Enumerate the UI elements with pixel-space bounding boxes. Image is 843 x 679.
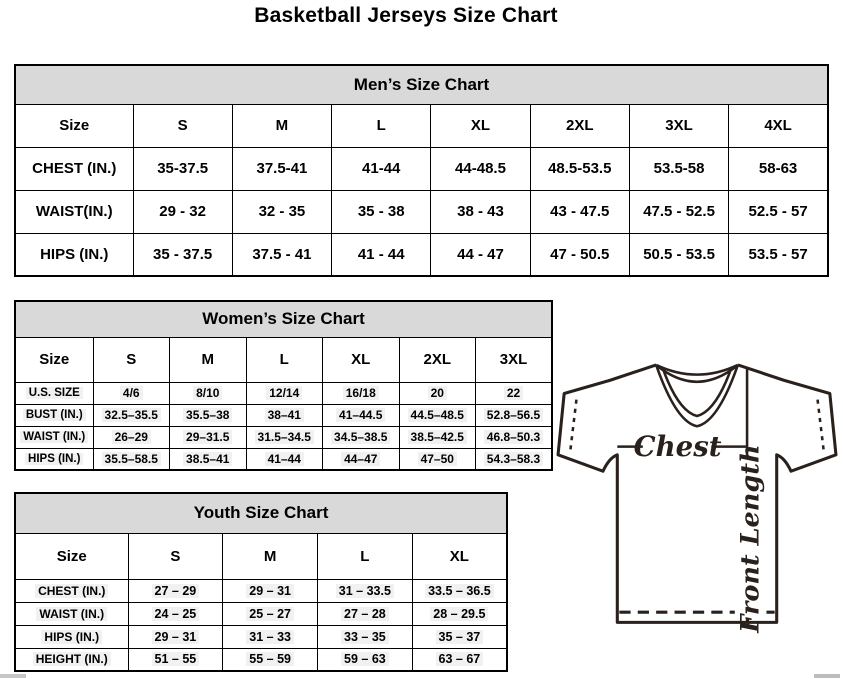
- womens-chart-title: Women’s Size Chart: [15, 301, 552, 337]
- size-value-cell: 35-37.5: [133, 147, 232, 190]
- row-label: CHEST (IN.): [15, 147, 133, 190]
- column-header: XL: [431, 104, 530, 147]
- size-value-cell: 16/18: [323, 382, 400, 404]
- table-row: [15, 579, 507, 602]
- row-label: BUST (IN.): [15, 404, 93, 426]
- size-value-cell: 37.5 - 41: [232, 233, 331, 276]
- jersey-outline: [558, 365, 836, 622]
- horizontal-scrollbar-left-fragment[interactable]: [0, 674, 26, 678]
- column-header: M: [170, 337, 247, 382]
- front-length-label-group: [735, 444, 766, 633]
- column-header: Size: [15, 104, 133, 147]
- size-value-cell: 32.5–35.5: [93, 404, 170, 426]
- column-header: 3XL: [476, 337, 553, 382]
- left-sleeve-dashed-seam: [570, 400, 576, 451]
- mens-chart-title-row: [15, 65, 828, 104]
- size-value-cell: 54.3–58.3: [476, 448, 553, 470]
- size-value-cell: 38.5–42.5: [399, 426, 476, 448]
- column-header: 2XL: [399, 337, 476, 382]
- row-label: HIPS (IN.): [15, 625, 128, 648]
- size-value-cell: 29 – 31: [223, 579, 318, 602]
- size-value-cell: 41-44: [332, 147, 431, 190]
- size-value-cell: 44 - 47: [431, 233, 530, 276]
- row-label: WAIST (IN.): [15, 602, 128, 625]
- column-header: M: [223, 533, 318, 579]
- size-value-cell: 46.8–50.3: [476, 426, 553, 448]
- size-value-cell: 29–31.5: [170, 426, 247, 448]
- size-value-cell: 4/6: [93, 382, 170, 404]
- mens-size-chart-table: [14, 64, 829, 277]
- size-value-cell: 47 - 50.5: [530, 233, 629, 276]
- column-header: L: [318, 533, 413, 579]
- size-value-cell: 35 - 37.5: [133, 233, 232, 276]
- size-value-cell: 28 – 29.5: [412, 602, 507, 625]
- size-value-cell: 37.5-41: [232, 147, 331, 190]
- row-label: HIPS (IN.): [15, 448, 93, 470]
- size-value-cell: 35.5–38: [170, 404, 247, 426]
- size-value-cell: 63 – 67: [412, 648, 507, 671]
- table-row: [15, 602, 507, 625]
- size-value-cell: 47.5 - 52.5: [629, 190, 728, 233]
- youth-chart-title-row: [15, 493, 507, 533]
- table-row: [15, 448, 552, 470]
- size-value-cell: 52.8–56.5: [476, 404, 553, 426]
- size-value-cell: 35 – 37: [412, 625, 507, 648]
- youth-column-header-row: [15, 533, 507, 579]
- size-value-cell: 51 – 55: [128, 648, 223, 671]
- front-length-label: Front Length: [735, 444, 766, 633]
- size-value-cell: 38.5–41: [170, 448, 247, 470]
- column-header: 4XL: [729, 104, 828, 147]
- size-value-cell: 20: [399, 382, 476, 404]
- size-value-cell: 38–41: [246, 404, 323, 426]
- row-label: HEIGHT (IN.): [15, 648, 128, 671]
- table-row: [15, 426, 552, 448]
- size-value-cell: 24 – 25: [128, 602, 223, 625]
- row-label: WAIST(IN.): [15, 190, 133, 233]
- size-value-cell: 12/14: [246, 382, 323, 404]
- size-value-cell: 8/10: [170, 382, 247, 404]
- size-value-cell: 22: [476, 382, 553, 404]
- womens-size-chart-table: [14, 300, 553, 471]
- size-value-cell: 32 - 35: [232, 190, 331, 233]
- size-value-cell: 33 – 35: [318, 625, 413, 648]
- size-value-cell: 47–50: [399, 448, 476, 470]
- size-value-cell: 50.5 - 53.5: [629, 233, 728, 276]
- size-value-cell: 31 – 33: [223, 625, 318, 648]
- size-value-cell: 43 - 47.5: [530, 190, 629, 233]
- mens-column-header-row: [15, 104, 828, 147]
- column-header: 2XL: [530, 104, 629, 147]
- row-label: HIPS (IN.): [15, 233, 133, 276]
- table-row: [15, 625, 507, 648]
- youth-chart-title: Youth Size Chart: [15, 493, 507, 533]
- size-value-cell: 52.5 - 57: [729, 190, 828, 233]
- size-value-cell: 35.5–58.5: [93, 448, 170, 470]
- size-value-cell: 58-63: [729, 147, 828, 190]
- womens-column-header-row: [15, 337, 552, 382]
- size-value-cell: 27 – 29: [128, 579, 223, 602]
- youth-size-chart-table: [14, 492, 508, 672]
- column-header: XL: [412, 533, 507, 579]
- size-value-cell: 25 – 27: [223, 602, 318, 625]
- size-value-cell: 34.5–38.5: [323, 426, 400, 448]
- row-label: CHEST (IN.): [15, 579, 128, 602]
- mens-chart-title: Men’s Size Chart: [15, 65, 828, 104]
- size-value-cell: 48.5-53.5: [530, 147, 629, 190]
- row-label: WAIST (IN.): [15, 426, 93, 448]
- jersey-diagram: [556, 356, 838, 664]
- column-header: M: [232, 104, 331, 147]
- chest-label: Chest: [633, 429, 722, 463]
- table-row: [15, 404, 552, 426]
- column-header: S: [133, 104, 232, 147]
- column-header: Size: [15, 337, 93, 382]
- womens-chart-title-row: [15, 301, 552, 337]
- jersey-measurement-illustration: [556, 356, 838, 664]
- column-header: Size: [15, 533, 128, 579]
- size-value-cell: 53.5 - 57: [729, 233, 828, 276]
- size-value-cell: 44-48.5: [431, 147, 530, 190]
- size-value-cell: 26–29: [93, 426, 170, 448]
- size-value-cell: 44.5–48.5: [399, 404, 476, 426]
- size-value-cell: 44–47: [323, 448, 400, 470]
- row-label: U.S. SIZE: [15, 382, 93, 404]
- size-value-cell: 53.5-58: [629, 147, 728, 190]
- right-sleeve-dashed-seam: [818, 400, 824, 451]
- size-value-cell: 59 – 63: [318, 648, 413, 671]
- size-value-cell: 55 – 59: [223, 648, 318, 671]
- table-row: [15, 233, 828, 276]
- size-value-cell: 41–44: [246, 448, 323, 470]
- size-value-cell: 38 - 43: [431, 190, 530, 233]
- table-row: [15, 382, 552, 404]
- size-value-cell: 33.5 – 36.5: [412, 579, 507, 602]
- page-title: Basketball Jerseys Size Chart: [254, 4, 558, 27]
- column-header: L: [332, 104, 431, 147]
- table-row: [15, 190, 828, 233]
- column-header: XL: [323, 337, 400, 382]
- size-value-cell: 29 - 32: [133, 190, 232, 233]
- table-row: [15, 147, 828, 190]
- size-value-cell: 41–44.5: [323, 404, 400, 426]
- size-value-cell: 31 – 33.5: [318, 579, 413, 602]
- column-header: 3XL: [629, 104, 728, 147]
- size-value-cell: 27 – 28: [318, 602, 413, 625]
- column-header: S: [93, 337, 170, 382]
- table-row: [15, 648, 507, 671]
- size-value-cell: 29 – 31: [128, 625, 223, 648]
- size-value-cell: 31.5–34.5: [246, 426, 323, 448]
- column-header: S: [128, 533, 223, 579]
- column-header: L: [246, 337, 323, 382]
- size-value-cell: 35 - 38: [332, 190, 431, 233]
- horizontal-scrollbar-right-fragment[interactable]: [814, 674, 840, 678]
- size-value-cell: 41 - 44: [332, 233, 431, 276]
